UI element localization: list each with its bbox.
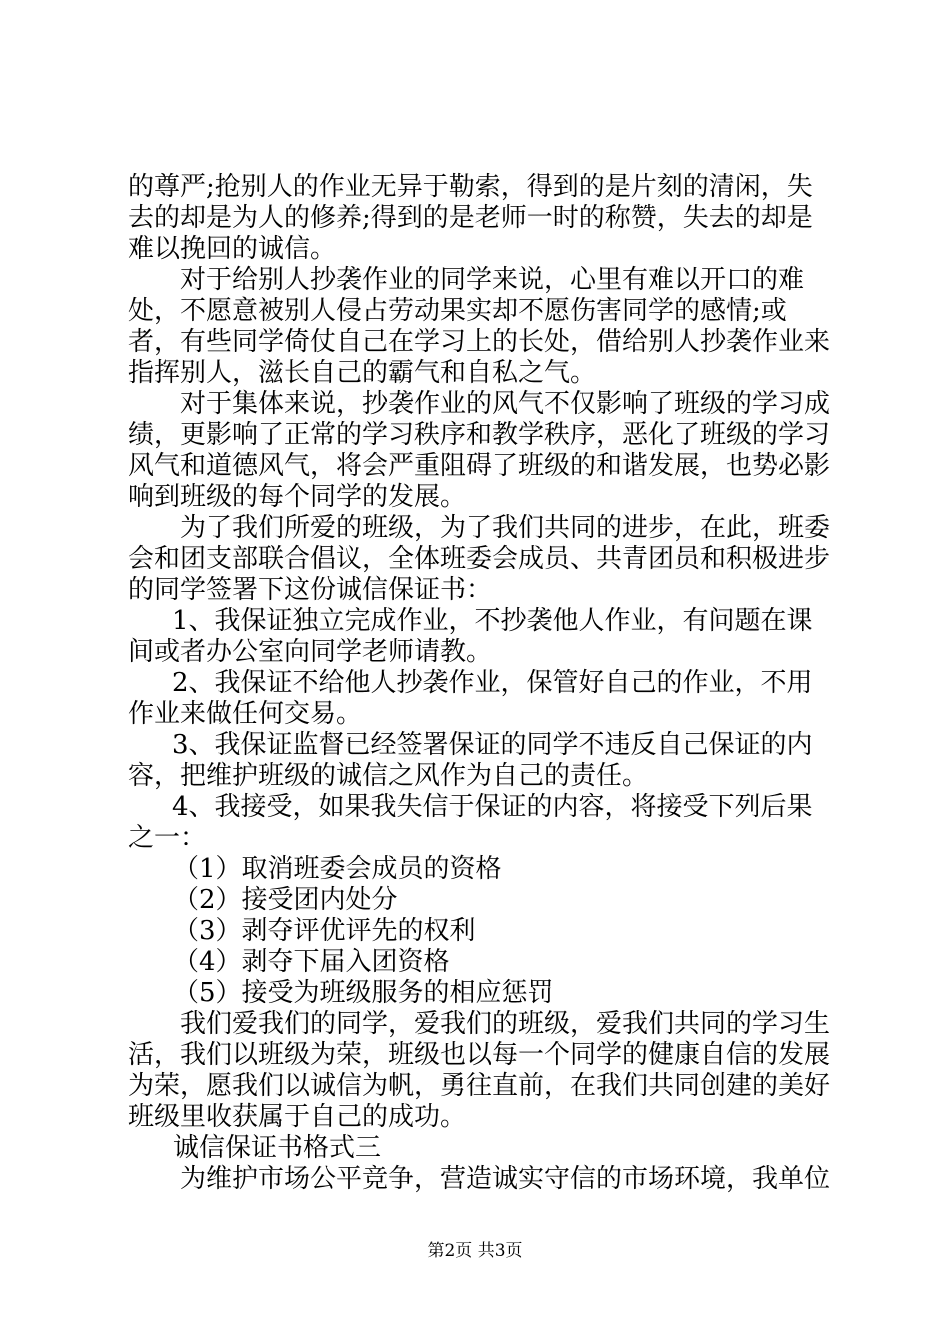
paragraph-1: 的尊严;抢别人的作业无异于勒索，得到的是片刻的清闲，失去的却是为人的修养;得到的是老师一时的称赞，失去的却是难以挽回的诚信。 <box>128 172 813 264</box>
section-heading: 诚信保证书格式三 <box>173 1133 382 1163</box>
consequence-item-3: （3）剥夺评优评先的权利 <box>173 916 476 946</box>
pledge-item-4: 4、我接受，如果我失信于保证的内容，将接受下列后果之一： <box>128 792 813 853</box>
paragraph-4: 为了我们所爱的班级，为了我们共同的进步，在此，班委会和团支部联合倡议，全体班委会成员、共青团员和积极进步的同学签署下这份诚信保证书： <box>128 513 831 605</box>
consequence-item-5: （5）接受为班级服务的相应惩罚 <box>173 978 554 1008</box>
consequence-item-4: （4）剥夺下届入团资格 <box>173 947 450 977</box>
consequence-item-2: （2）接受团内处分 <box>173 885 398 915</box>
pledge-item-2: 2、我保证不给他人抄袭作业，保管好自己的作业，不用作业来做任何交易。 <box>128 668 813 729</box>
page-footer: 第2页 共3页 <box>427 1241 523 1261</box>
paragraph-3: 对于集体来说，抄袭作业的风气不仅影响了班级的学习成绩，更影响了正常的学习秩序和教学秩序，恶化了班级的学习风气和道德风气，将会严重阻碍了班级的和谐发展，也势必影响到班级的每个同学的发展。 <box>128 389 831 512</box>
pledge-item-1: 1、我保证独立完成作业，不抄袭他人作业，有问题在课间或者办公室向同学老师请教。 <box>128 606 813 667</box>
paragraph-2: 对于给别人抄袭作业的同学来说，心里有难以开口的难处，不愿意被别人侵占劳动果实却不愿伤害同学的感情;或者，有些同学倚仗自己在学习上的长处，借给别人抄袭作业来指挥别人，滋长自己的霸气和自私之气。 <box>128 265 831 388</box>
consequence-item-1: （1）取消班委会成员的资格 <box>173 854 502 884</box>
pledge-item-3: 3、我保证监督已经签署保证的同学不违反自己保证的内容，把维护班级的诚信之风作为自己的责任。 <box>128 730 813 791</box>
document-body <box>128 172 832 1195</box>
paragraph-last: 为维护市场公平竞争，营造诚实守信的市场环境，我单位 <box>180 1164 831 1194</box>
closing-paragraph: 我们爱我们的同学，爱我们的班级，爱我们共同的学习生活，我们以班级为荣，班级也以每一个同学的健康自信的发展为荣，愿我们以诚信为帆，勇往直前，在我们共同创建的美好班级里收获属于自己的成功。 <box>128 1009 831 1132</box>
